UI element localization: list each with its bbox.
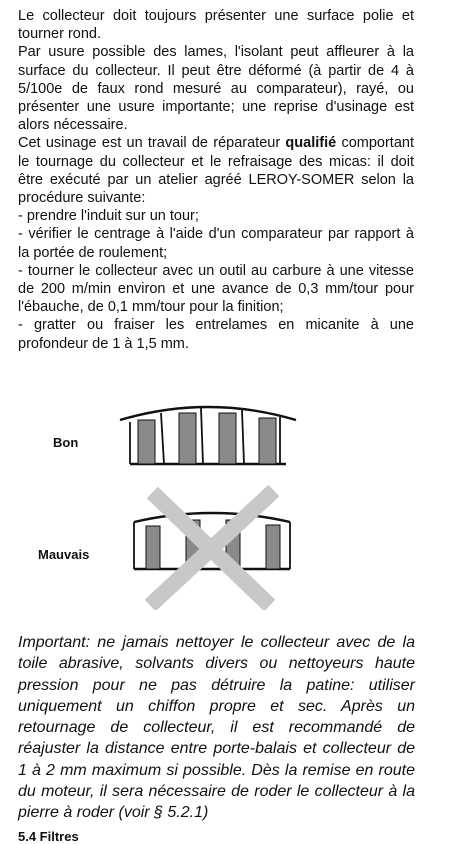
good-commutator <box>120 407 296 464</box>
next-section-heading: 5.4 Filtres <box>18 829 79 844</box>
body-text <box>18 0 414 353</box>
insulation-good <box>138 413 276 464</box>
commutator-diagram <box>0 400 475 610</box>
step-item: - gratter ou fraiser les entrelames en micanite à une profondeur de 1 à 1,5 mm. <box>18 317 414 352</box>
step-item: - prendre l'induit sur un tour; <box>18 208 199 225</box>
cross-mark <box>156 496 268 600</box>
machining-text-end: comportant le tournage du collecteur et le refraisage des micas: il doit être exécuté par un atelier agréé LEROY-SOMER selon la procédure suivante: <box>18 135 414 207</box>
commutator-figure <box>0 400 475 610</box>
bad-commutator <box>134 496 290 600</box>
document-page <box>18 0 414 353</box>
label-bad: Mauvais <box>38 547 90 562</box>
important-note: Important: ne jamais nettoyer le collecteur avec de la toile abrasive, solvants divers ou nettoyeurs haute pression pour ne pas détruire la patine: utiliser uniquement un chiffon propre et sec. Après un retournage de collecteur, il est recommandé de réajuster la distance entre porte-balais et collecteur de 1 à 2 mm maximum si possible. Dès la remise en route du moteur, il sera nécessaire de roder le collecteur à la pierre à roder (voir § 5.2.1) <box>18 634 415 822</box>
paragraph-intro: Le collecteur doit toujours présenter une surface polie et tourner rond. <box>18 8 414 43</box>
machining-text-start: Cet usinage est un travail de réparateur <box>18 135 286 152</box>
label-good: Bon <box>53 435 79 450</box>
paragraph-wear: Par usure possible des lames, l'isolant peut affleurer à la surface du collecteur. Il peut être déformé (à partir de 4 à 5/100e de faux rond mesuré au comparateur), rayé, ou présenter une usure importante; une reprise d'usinage est alors nécessaire. <box>18 44 414 134</box>
step-item: - tourner le collecteur avec un outil au carbure à une vitesse de 200 m/min environ et une avance de 0,3 mm/tour pour l'ébauche, de 0,1 mm/tour pour la finition; <box>18 262 414 316</box>
qualified-emphasis: qualifié <box>285 135 337 152</box>
step-item: - vérifier le centrage à l'aide d'un comparateur par rapport à la portée de roulement; <box>18 226 414 261</box>
paragraph-machining <box>18 134 414 207</box>
